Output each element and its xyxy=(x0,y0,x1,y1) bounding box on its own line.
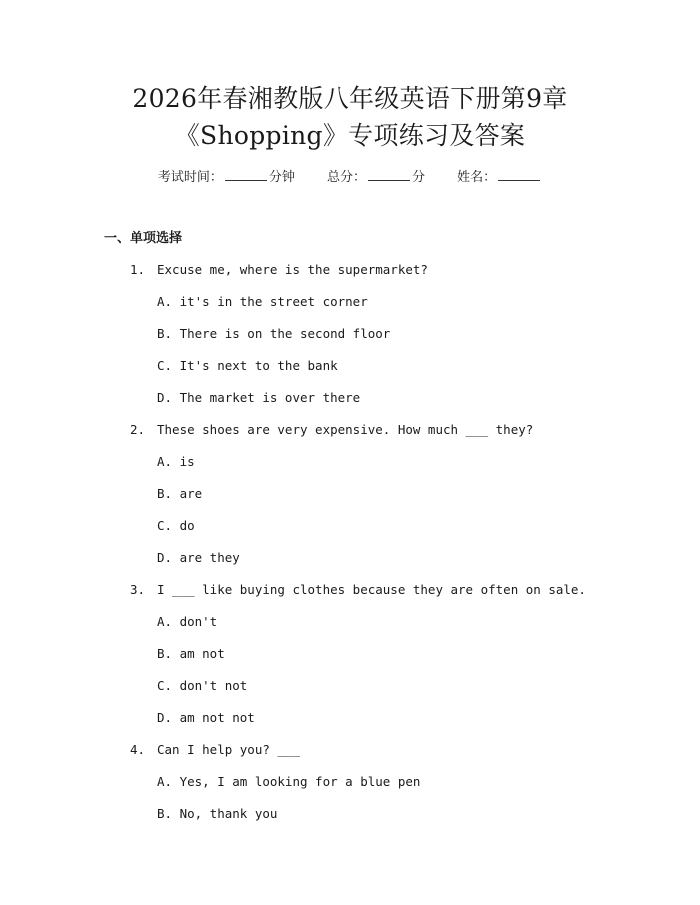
question-number: 3. xyxy=(130,582,146,597)
answer-option-text: A. it's in the street corner xyxy=(157,294,368,309)
answer-option-text: C. don't not xyxy=(157,678,248,693)
question-number: 1. xyxy=(130,262,146,277)
name-blank[interactable] xyxy=(498,168,540,181)
section-heading: 一、单项选择 xyxy=(104,231,183,246)
question-number: 2. xyxy=(130,422,146,437)
score-field xyxy=(327,168,425,188)
answer-option-text: D. am not not xyxy=(157,710,255,725)
question-text: Can I help you? ___ xyxy=(157,742,300,757)
answer-option-text: D. The market is over there xyxy=(157,390,361,405)
question-text: These shoes are very expensive. How much ___ they? xyxy=(157,422,534,437)
time-unit: 分钟 xyxy=(268,170,295,185)
question-text: Excuse me, where is the supermarket? xyxy=(157,262,428,277)
time-field xyxy=(158,168,295,188)
answer-option-text: C. It's next to the bank xyxy=(157,358,338,373)
answer-option-text: C. do xyxy=(157,518,195,533)
page-title-line-1: 2026年春湘教版八年级英语下册第9章 xyxy=(132,84,568,113)
score-label: 总分： xyxy=(326,170,366,185)
time-label: 考试时间： xyxy=(157,170,223,185)
answer-option-text: B. am not xyxy=(157,646,225,661)
answer-option-text: B. No, thank you xyxy=(157,806,278,821)
answer-option-text: B. There is on the second floor xyxy=(157,326,391,341)
answer-option-text: D. are they xyxy=(157,550,240,565)
answer-option-text: A. is xyxy=(157,454,195,469)
name-label: 姓名： xyxy=(457,170,497,185)
score-blank[interactable] xyxy=(368,168,410,181)
answer-option-text: A. don't xyxy=(157,614,218,629)
exam-meta xyxy=(0,168,700,188)
name-field xyxy=(457,168,542,188)
page-title-line-2: 《Shopping》专项练习及答案 xyxy=(174,121,526,150)
score-unit: 分 xyxy=(412,170,426,185)
time-blank[interactable] xyxy=(225,168,267,181)
answer-option-text: A. Yes, I am looking for a blue pen xyxy=(157,774,421,789)
question-text: I ___ like buying clothes because they are often on sale. xyxy=(157,582,586,597)
question-number: 4. xyxy=(130,742,146,757)
answer-option-text: B. are xyxy=(157,486,203,501)
